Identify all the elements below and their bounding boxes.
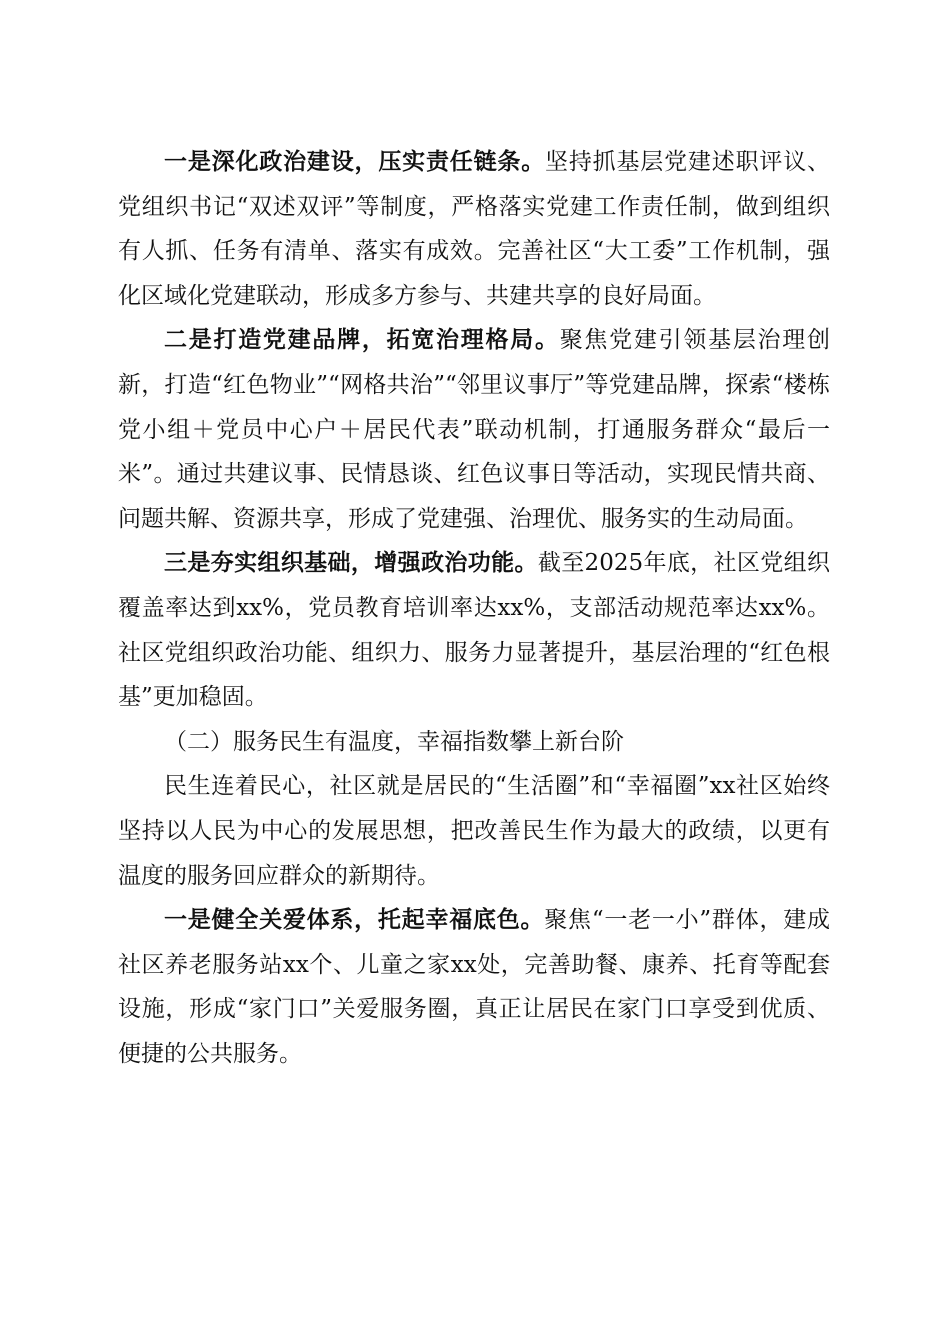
paragraph-livelihood-intro: 民生连着民心，社区就是居民的“生活圈”和“幸福圈”xx社区始终坚持以人民为中心的发展思想，把改善民生作为最大的政绩，以更有温度的服务回应群众的新期待。 — [118, 773, 830, 889]
paragraph-organization-foundation — [118, 541, 830, 719]
document-page — [118, 140, 830, 1076]
section-heading: （二）服务民生有温度，幸福指数攀上新台阶 — [164, 728, 624, 755]
paragraph-political-building — [118, 140, 830, 318]
paragraph-body: 聚焦“一老一小”群体，建成社区养老服务站xx个、儿童之家xx处，完善助餐、康养、托育等配套设施，形成“家门口”关爱服务圈，真正让居民在家门口享受到优质、便捷的公共服务。 — [118, 907, 830, 1067]
paragraph-body: 坚持抓基层党建述职评议、党组织书记“双述双评”等制度，严格落实党建工作责任制，做到组织有人抓、任务有清单、落实有成效。完善社区“大工委”工作机制，强化区域化党建联动，形成多方参与、共建共享的良好局面。 — [118, 149, 831, 309]
paragraph-care-system — [118, 898, 830, 1076]
paragraph-lead: 一是健全关爱体系，托起幸福底色。 — [164, 906, 545, 934]
paragraph-lead: 三是夯实组织基础，增强政治功能。 — [164, 549, 538, 577]
paragraph-lead: 二是打造党建品牌，拓宽治理格局。 — [164, 326, 560, 354]
paragraph-body: 聚焦党建引领基层治理创新，打造“红色物业”“网格共治”“邻里议事厅”等党建品牌，探索“楼栋党小组＋党员中心户＋居民代表”联动机制，打通服务群众“最后一米”。通过共建议事、民情恳谈、红色议事日等活动，实现民情共商、问题共解、资源共享，形成了党建强、治理优、服务实的生动局面。 — [118, 327, 831, 532]
paragraph-lead: 一是深化政治建设，压实责任链条。 — [164, 148, 546, 175]
paragraph-party-brand — [118, 318, 830, 541]
paragraph-body: 截至2025年底，社区党组织覆盖率达到xx%，党员教育培训率达xx%，支部活动规范率达xx%。社区党组织政治功能、组织力、服务力显著提升，基层治理的“红色根基”更加稳固。 — [118, 550, 830, 711]
